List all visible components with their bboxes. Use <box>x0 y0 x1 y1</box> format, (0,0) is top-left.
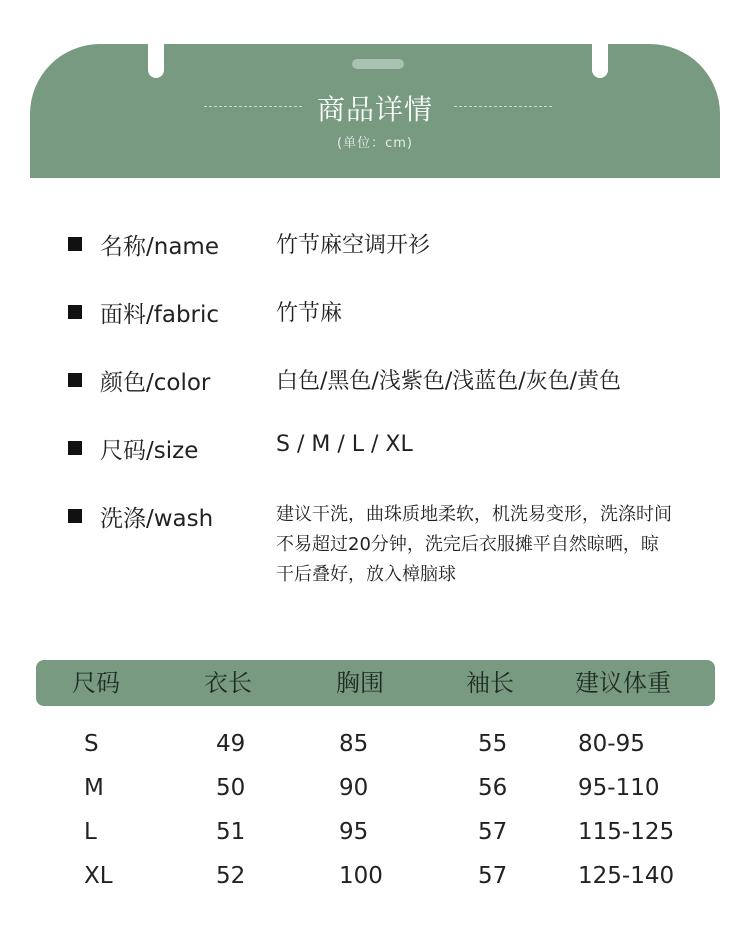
cell-weight: 80-95 <box>578 731 645 757</box>
column-header-size: 尺码 <box>72 669 120 697</box>
size-table-header <box>36 660 715 706</box>
cell-size: L <box>84 819 97 845</box>
cell-length: 51 <box>216 819 246 845</box>
column-header-weight: 建议体重 <box>575 669 671 697</box>
info-value-color: 白色/黑色/浅紫色/浅蓝色/灰色/黄色 <box>276 369 622 394</box>
info-label-size: 尺码/size <box>100 438 199 464</box>
cell-chest: 90 <box>339 775 369 801</box>
cell-sleeve: 57 <box>478 863 508 889</box>
cell-length: 49 <box>216 731 246 757</box>
bullet-square <box>68 441 82 455</box>
info-value-name: 竹节麻空调开衫 <box>276 233 431 258</box>
cell-chest: 100 <box>339 863 383 889</box>
cell-size: S <box>84 731 99 757</box>
page-title: 商品详情 <box>316 93 433 126</box>
bullet-square <box>68 509 82 523</box>
cell-sleeve: 57 <box>478 819 508 845</box>
cell-sleeve: 55 <box>478 731 508 757</box>
cell-length: 50 <box>216 775 246 801</box>
cell-length: 52 <box>216 863 246 889</box>
cell-chest: 85 <box>339 731 369 757</box>
cell-weight: 125-140 <box>578 863 675 889</box>
info-value-wash: 建议干洗，曲珠质地柔软，机洗易变形，洗涤时间不易超过20分钟，洗完后衣服摊平自然晾晒，晾干后叠好，放入樟脑球 <box>276 504 672 585</box>
column-header-sleeve: 袖长 <box>466 669 514 697</box>
bullet-square <box>68 237 82 251</box>
cell-size: XL <box>84 863 113 889</box>
info-label-fabric: 面料/fabric <box>100 302 220 328</box>
info-value-fabric: 竹节麻 <box>276 301 343 326</box>
info-label-color: 颜色/color <box>100 370 211 396</box>
cell-chest: 95 <box>339 819 369 845</box>
cell-size: M <box>84 775 104 801</box>
hanger-hook-left <box>148 44 164 78</box>
column-header-chest: 胸围 <box>336 669 384 697</box>
cell-sleeve: 56 <box>478 775 508 801</box>
cell-weight: 115-125 <box>578 819 675 845</box>
bullet-square <box>68 305 82 319</box>
unit-note: (单位：cm) <box>337 136 413 151</box>
info-label-wash: 洗涤/wash <box>100 506 214 532</box>
info-label-name: 名称/name <box>100 234 219 260</box>
hanger-hook-right <box>592 44 608 78</box>
hanger-handle <box>352 59 404 69</box>
cell-weight: 95-110 <box>578 775 660 801</box>
bullet-square <box>68 373 82 387</box>
column-header-length: 衣长 <box>204 669 252 697</box>
info-value-size: S / M / L / XL <box>276 432 413 457</box>
